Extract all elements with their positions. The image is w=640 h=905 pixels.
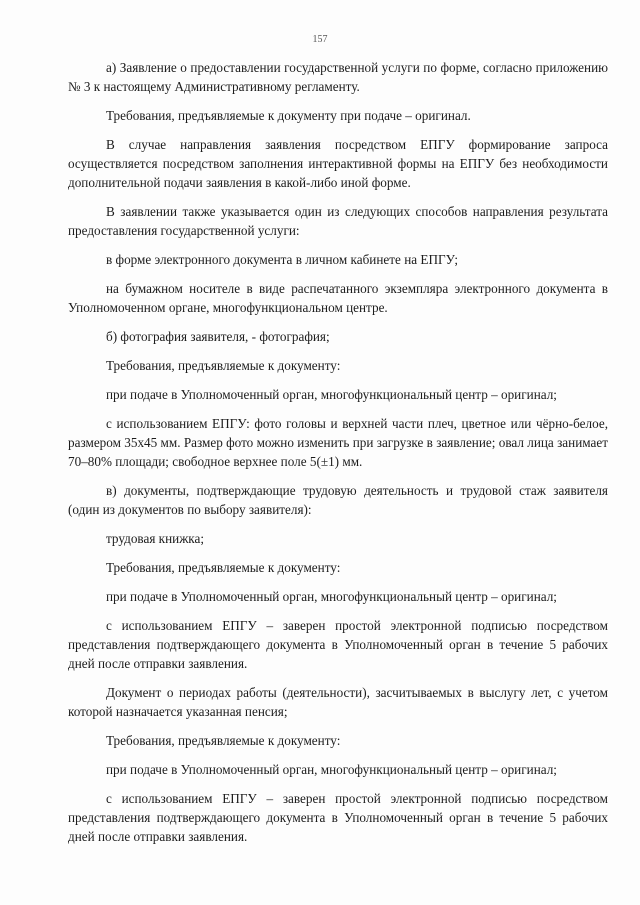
paragraph-epgu-submission: В случае направления заявления посредством ЕПГУ формирование запроса осуществляется посредством заполнения интерактивной формы на ЕПГУ без необходимости дополнительной подачи заявления в какой-либо иной форме. xyxy=(68,137,608,190)
paragraph-epgu-signature: с использованием ЕПГУ – заверен простой электронной подписью посредством представления подтверждающего документа в Уполномоченный орган в течение 5 рабочих дней после отправки заявления. xyxy=(68,618,608,671)
paragraph-paper-form: на бумажном носителе в виде распечатанного экземпляра электронного документа в Уполномоченном органе, многофункциональном центре. xyxy=(68,281,608,315)
paragraph-submission-original: при подаче в Уполномоченный орган, многофункциональный центр – оригинал; xyxy=(106,589,557,604)
document-body xyxy=(68,58,608,856)
paragraph-requirements: Требования, предъявляемые к документу: xyxy=(106,733,341,748)
paragraph-requirements: Требования, предъявляемые к документу: xyxy=(106,358,341,373)
paragraph-epgu-signature: с использованием ЕПГУ – заверен простой электронной подписью посредством представления подтверждающего документа в Уполномоченный орган в течение 5 рабочих дней после отправки заявления. xyxy=(68,791,608,844)
paragraph-electronic-form: в форме электронного документа в личном кабинете на ЕПГУ; xyxy=(106,252,459,267)
paragraph-application: а) Заявление о предоставлении государственной услуги по форме, согласно приложению № 3 к настоящему Административному регламенту. xyxy=(68,60,608,94)
paragraph-photo-spec: с использованием ЕПГУ: фото головы и верхней части плеч, цветное или чёрно-белое, размером 35х45 мм. Размер фото можно изменить при загрузке в заявление; овал лица занимает 70–80% площади; свободное верхнее поле 5(±1) мм. xyxy=(68,416,608,469)
paragraph-result-methods: В заявлении также указывается один из следующих способов направления результата предоставления государственной услуги: xyxy=(68,204,608,238)
paragraph-requirements-original: Требования, предъявляемые к документу при подаче – оригинал. xyxy=(106,108,471,123)
paragraph-work-book: трудовая книжка; xyxy=(106,531,205,546)
paragraph-photo: б) фотография заявителя, - фотография; xyxy=(106,329,330,344)
paragraph-submission-original: при подаче в Уполномоченный орган, многофункциональный центр – оригинал; xyxy=(106,387,557,402)
paragraph-requirements: Требования, предъявляемые к документу: xyxy=(106,560,341,575)
paragraph-submission-original: при подаче в Уполномоченный орган, многофункциональный центр – оригинал; xyxy=(106,762,557,777)
paragraph-work-periods: Документ о периодах работы (деятельности), засчитываемых в выслугу лет, с учетом которой назначается указанная пенсия; xyxy=(68,685,608,719)
paragraph-work-documents: в) документы, подтверждающие трудовую деятельность и трудовой стаж заявителя (один из документов по выбору заявителя): xyxy=(68,483,608,517)
page-number: 157 xyxy=(312,34,328,45)
